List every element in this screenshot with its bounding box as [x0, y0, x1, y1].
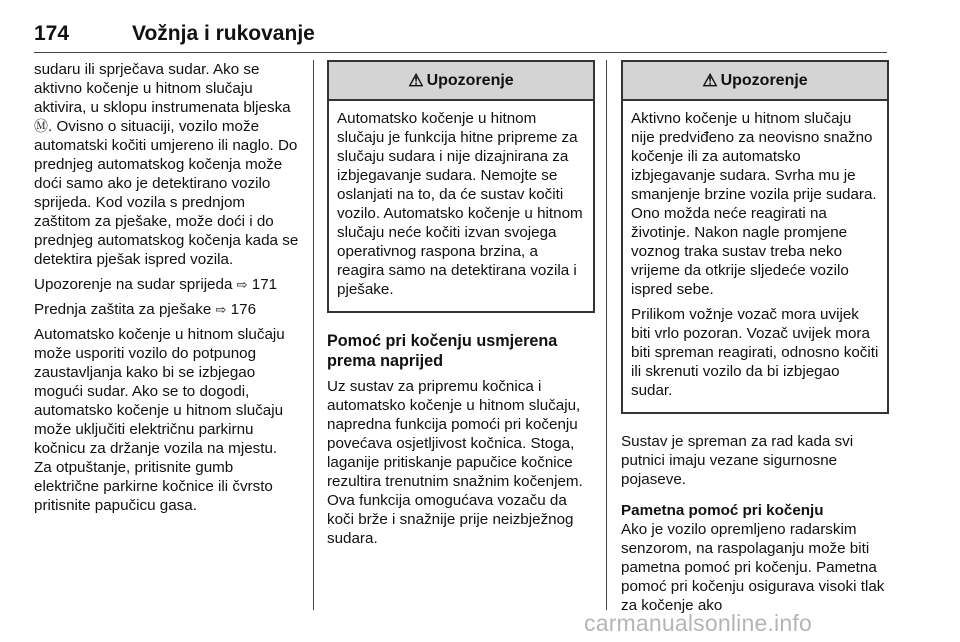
reference-pedestrian-protection[interactable]: Prednja zaštita za pješake ⇨ 176: [34, 301, 257, 318]
page-header: [34, 20, 887, 53]
warning-text: Automatsko kočenje u hitnom slučaju je funkcija hitne pripreme za slučaju sudara i nije dizajnirana za izbjegavanje sudara. Nemojte se oslanjati na to, da će sustav kočiti vozilo. Automatsko kočenje u hitnom slučaju neće kočiti izvan svojega operativnog raspona brzina, a reagira samo na detektirana vozila i pješake.: [337, 110, 583, 298]
warning-header: [623, 62, 887, 101]
section-title: Pomoć pri kočenju usmjerena prema naprijed: [327, 332, 558, 370]
warning-box: [621, 60, 889, 414]
warning-box: [327, 60, 595, 313]
column-middle: [327, 60, 595, 554]
reference-forward-collision[interactable]: Upozorenje na sudar sprijeda ⇨ 171: [34, 276, 278, 293]
warning-text: Aktivno kočenje u hitnom slučaju nije predviđeno za neovisno snažno kočenje ili za automatsko izbjegavanje sudara. Svrha mu je smanjenje brzine vozila prije sudara. Ono možda neće reagirati na životinje. Nakon nagle promjene voznog traka sustav treba neko vrijeme da otkrije sljedeće vozilo ispred sebe.: [631, 110, 877, 298]
paragraph-ready: Sustav je spreman za rad kada svi putnici imaju vezane sigurnosne pojaseve.: [621, 433, 854, 488]
warning-title: Upozorenje: [426, 72, 514, 89]
column-divider: [313, 60, 314, 610]
warning-body: [329, 101, 593, 311]
warning-triangle-icon: ⚠: [702, 71, 718, 90]
warning-text: Prilikom vožnje vozač mora uvijek biti vrlo pozoran. Vozač uvijek mora biti spreman reagirati, odnosno kočiti ili skrenuti vozilo da bi izbjegao sudar.: [631, 306, 879, 399]
warning-title: Upozorenje: [720, 72, 808, 89]
column-right: [621, 60, 889, 621]
brake-warning-icon: Ⓜ: [34, 118, 48, 134]
page-ref-arrow-icon: ⇨: [236, 277, 248, 292]
warning-triangle-icon: ⚠: [408, 71, 424, 90]
subsection-title: Pametna pomoć pri kočenju: [621, 502, 824, 519]
chapter-title: Vožnja i rukovanje: [132, 22, 315, 45]
page-number: 174: [34, 22, 70, 45]
paragraph-brake-assist: Uz sustav za pripremu kočnica i automatsko kočenje u hitnom slučaju, napredna funkcija pomoći pri kočenju povećava osjetljivost kočnica. Stoga, laganije pritiskanje papučice kočnice rezultira trenutnim snažnim kočenjem. Ova funkcija omogućava vozaču da koči brže i snažnije prije neizbježnog sudara.: [327, 378, 583, 547]
page-ref-arrow-icon: ⇨: [215, 302, 227, 317]
column-left: [34, 60, 299, 521]
paragraph-intro: sudaru ili sprječava sudar. Ako se aktivno kočenje u hitnom slučaju aktivira, u sklopu instrumenata bljeska Ⓜ. Ovisno o situaciji, vozilo može automatski kočiti umjereno ili naglo. Do prednjeg automatskog kočenja može doći samo ako je detektirano vozilo sprijeda. Kod vozila s prednjom zaštitom za pješake, može doći i do prednjeg automatskog kočenja kada se detektira pješak ispred vozila.: [34, 61, 299, 268]
warning-body: [623, 101, 887, 412]
watermark: carmanualsonline.info: [584, 610, 812, 636]
paragraph-emergency-braking: Automatsko kočenje u hitnom slučaju može usporiti vozilo do potpunog zaustavljanja kako bi se izbjegao mogući sudar. Ako se to dogodi, automatsko kočenje u hitnom slučaju može uključiti električnu parkirnu kočnicu za držanje vozila na mjestu. Za otpuštanje, pritisnite gumb električne parkirne kočnice ili čvrsto pritisnite papučicu gasa.: [34, 326, 285, 514]
paragraph-smart-assist: Pametna pomoć pri kočenju Ako je vozilo opremljeno radarskim senzorom, na raspolaganju može biti pametna pomoć pri kočenju. Pametna pomoć pri kočenju osigurava visoki tlak za kočenje ako: [621, 502, 885, 614]
warning-header: [329, 62, 593, 101]
column-divider: [606, 60, 607, 610]
